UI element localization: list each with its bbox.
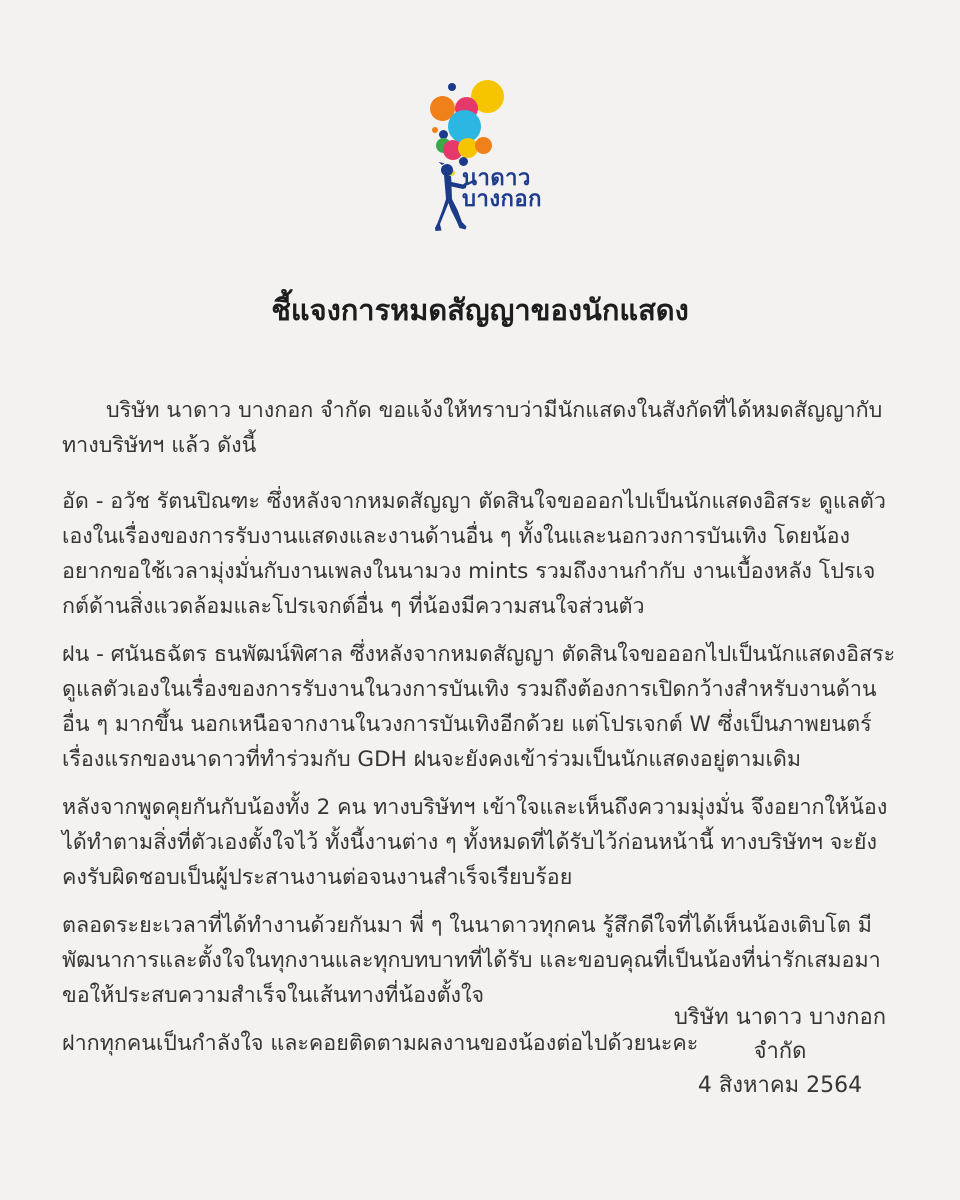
logo-wordmark: [462, 168, 542, 210]
logo-wordmark-line2: บางกอก: [462, 187, 542, 212]
logo-wordmark-line1: นาดาว: [462, 166, 531, 191]
paragraph-3: ฝน - ศนันธฉัตร ธนพัฒน์พิศาล ซึ่งหลังจากหมดสัญญา ตัดสินใจขอออกไปเป็นนักแสดงอิสระ ดูแลตัวเองในเรื่องของการรับงานในวงการบันเทิง รวมถึงต้องการเปิดกว้างสำหรับงานด้านอื่น ๆ มากขึ้น นอกเหนือจากงานในวงการบันเทิงอีกด้วย แต่โปรเจกต์ W ซึ่งเป็นภาพยนตร์เรื่องแรกของนาดาวที่ทำร่วมกับ GDH ฝนจะยังคงเข้าร่วมเป็นนักแสดงอยู่ตามเดิม: [62, 642, 896, 772]
navy-dot-top-bubble: [448, 83, 456, 91]
orange-right-bubble: [475, 137, 492, 154]
paragraph-1: บริษัท นาดาว บางกอก จำกัด ขอแจ้งให้ทราบว่ามีนักแสดงในสังกัดที่ได้หมดสัญญากับทางบริษัทฯ แล้ว ดังนี้: [62, 398, 883, 458]
nadao-bangkok-logo: [412, 74, 582, 239]
page-title: ชี้แจงการหมดสัญญาของนักแสดง: [271, 293, 689, 327]
paragraph-5: ตลอดระยะเวลาที่ได้ทำงานด้วยกันมา พี่ ๆ ในนาดาวทุกคน รู้สึกดีใจที่ได้เห็นน้องเติบโต มีพัฒนาการและตั้งใจในทุกงานและทุกบทบาทที่ได้รับ และขอบคุณที่เป็นน้องที่น่ารักเสมอมา ขอให้ประสบความสำเร็จในเส้นทางที่น้องตั้งใจ: [62, 913, 881, 1008]
signature-date: 4 สิงหาคม 2564: [697, 1073, 863, 1098]
signature-block: [653, 1001, 907, 1103]
body-paragraphs: [62, 393, 900, 1074]
paragraph-2: อัด - อวัช รัตนปิณฑะ ซึ่งหลังจากหมดสัญญา ตัดสินใจขอออกไปเป็นนักแสดงอิสระ ดูแลตัวเองในเรื่องของการรับงานแสดงและงานด้านอื่น ๆ ทั้งในและนอกวงการบันเทิง โดยน้องอยากขอใช้เวลามุ่งมั่นกับงานเพลงในนามวง mints รวมถึงงานกำกับ งานเบื้องหลัง โปรเจกต์ด้านสิ่งแวดล้อมและโปรเจกต์อื่น ๆ ที่น้องมีความสนใจส่วนตัว: [62, 489, 886, 619]
orange-dot-left-bubble: [432, 127, 438, 133]
paragraph-4: หลังจากพูดคุยกันกับน้องทั้ง 2 คน ทางบริษัทฯ เข้าใจและเห็นถึงความมุ่งมั่น จึงอยากให้น้องได้ทำตามสิ่งที่ตัวเองตั้งใจไว้ ทั้งนี้งานต่าง ๆ ทั้งหมดที่ได้รับไว้ก่อนหน้านี้ ทางบริษัทฯ จะยังคงรับผิดชอบเป็นผู้ประสานงานต่อจนงานสำเร็จเรียบร้อย: [62, 795, 888, 890]
paragraph-6: ฝากทุกคนเป็นกำลังใจ และคอยติดตามผลงานของน้องต่อไปด้วยนะคะ: [62, 1031, 699, 1056]
signature-company: บริษัท นาดาว บางกอก จำกัด: [673, 1005, 887, 1064]
